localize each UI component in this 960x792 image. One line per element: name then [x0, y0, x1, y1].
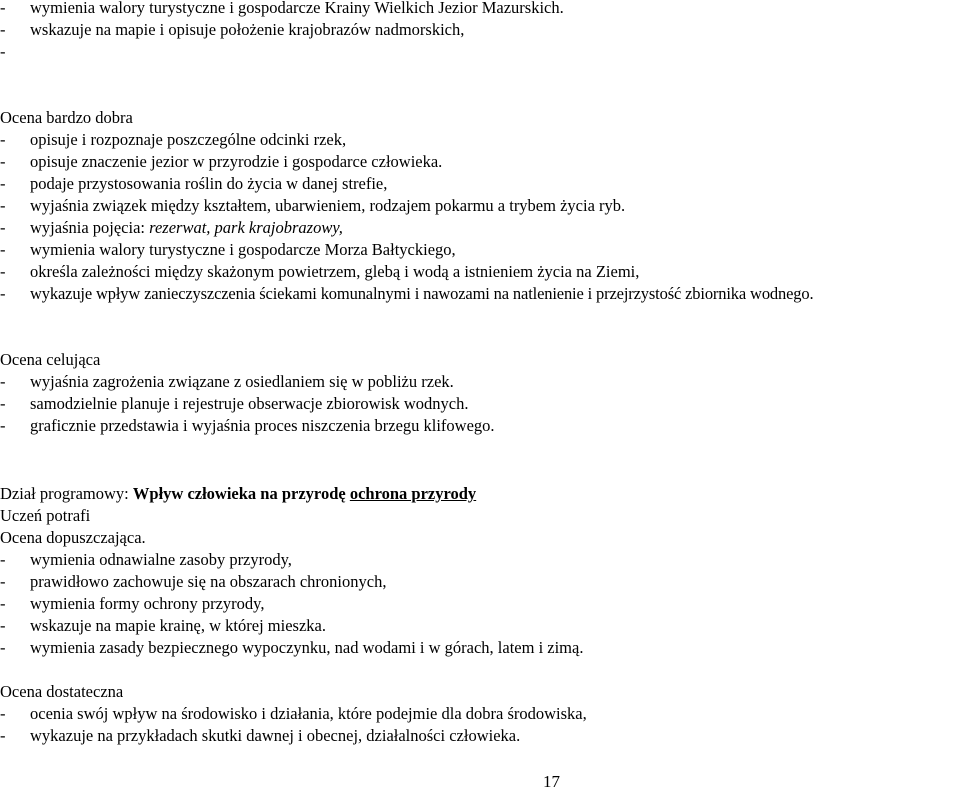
pojecia-prefix: wyjaśnia pojęcia:: [30, 218, 150, 237]
bullet-dash: -: [0, 0, 6, 17]
section-topic: Wpływ człowieka na przyrodę: [132, 484, 346, 503]
pojecia-terms: rezerwat, park krajobrazowy,: [149, 218, 343, 237]
page-number: 17: [543, 772, 560, 791]
document-page: - wymienia walory turystyczne i gospodarcze Krainy Wielkich Jezior Mazurskich. - wskazuje na mapie i opisuje położenie krajobrazów nadmorskich, - Ocena bardzo dobra - opisuje i rozpoznaje poszczególne odcinki rzek, - opisuje znaczenie jezior w przyrodzie i gospodarce człowieka. - podaje przystosowania roślin do życia w danej strefie, - wyjaśnia związek między kształtem, ubarwieniem, rodzajem pokarmu a trybem życia ryb. - wyjaśnia pojęcia: rezerwat, park krajobrazowy, - wymienia walory turystyczne i gospodarcze Morza Bałtyckiego, - określa zależności między skażonym powietrzem, glebą i wodą a istnieniem życia na Ziemi, - wykazuje wpływ zanieczyszczenia ściekami komunalnymi i nawozami na natlenienie i przejrzystość zbiornika wodnego. Ocena celująca - wyjaśnia zagrożenia związane z osiedlaniem się w pobliżu rzek. - samodzielnie planuje i rejestruje obserwacje zbiorowisk wodnych. - graficznie przedstawia i wyjaśnia proces niszczenia brzegu klifowego. Dział programowy: Wpływ człowieka na przyrodę ochrona przyrody Uczeń potrafi Ocena dopuszczająca. - wymienia odnawialne zasoby przyrody, - prawidłowo zachowuje się na obszarach chronionych, - wymienia formy ochrony przyrody, - wskazuje na mapie krainę, w której mieszka. - wymienia zasady bezpiecznego wypoczynku, nad wodami i w górach, latem i zimą. Ocena dostateczna - ocenia swój wpływ na środowisko i działania, które podejmie dla dobra środowiska, - wykazuje na przykładach skutki dawnej i obecnej, działalności człowieka. 17: [0, 0, 960, 791]
list-item-text: wymienia walory turystyczne i gospodarcze Krainy Wielkich Jezior Mazurskich.: [30, 0, 564, 17]
section-prefix: Dział programowy:: [0, 484, 133, 503]
bullet-dash: -: [0, 42, 6, 61]
bullet-dash: -: [0, 20, 6, 39]
list-item-text: wskazuje na mapie i opisuje położenie krajobrazów nadmorskich,: [30, 20, 465, 39]
section-topic-underlined: ochrona przyrody: [349, 484, 477, 503]
